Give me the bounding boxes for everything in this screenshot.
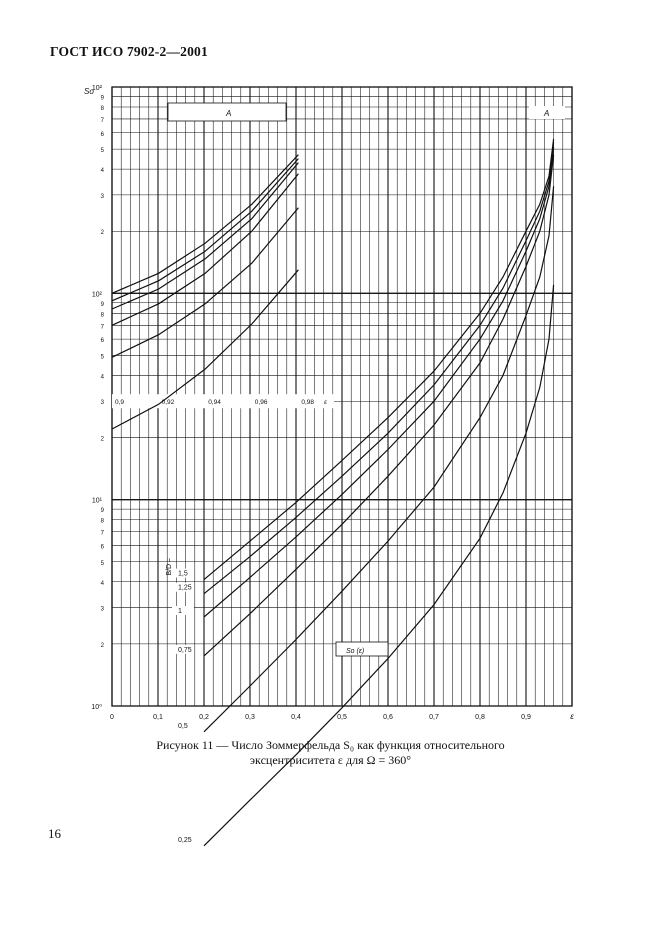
caption-line-1: Рисунок 11 — Число Зоммерфельда S₀ как функция относительного — [156, 738, 505, 752]
y-tick-label: 3 — [100, 193, 104, 200]
inset-tick-label: 0,96 — [254, 399, 268, 407]
curve-annotation: So (ε) — [346, 648, 365, 655]
x-tick-label: 0,6 — [383, 714, 393, 721]
y-tick-label: 4 — [100, 580, 104, 587]
x-tick-label: 0,5 — [337, 714, 347, 721]
x-tick-label: 0,1 — [153, 714, 163, 721]
y-tick-label: 8 — [100, 105, 104, 112]
y-decade-label: 10¹ — [91, 497, 102, 505]
curve-inset-1-25 — [112, 159, 298, 301]
inset-region — [112, 103, 334, 408]
y-tick-label: 3 — [100, 400, 104, 407]
series-label-1: 1 — [178, 607, 182, 615]
y-tick-label: 5 — [100, 148, 104, 155]
series-label-1-5: 1,5 — [178, 570, 188, 578]
y-decade-label: 10⁰ — [91, 704, 102, 711]
x-tick-label: 0,3 — [245, 714, 255, 721]
y-tick-label: 6 — [100, 544, 104, 551]
series-label-0-75: 0,75 — [178, 646, 192, 654]
x-axis-label: ε — [570, 712, 574, 721]
x-tick-label: 0,4 — [291, 714, 301, 721]
inset-label-A: A — [226, 109, 232, 118]
main-label-A: A — [544, 109, 550, 118]
y-tick-label: 7 — [100, 530, 104, 537]
y-tick-label: 4 — [100, 168, 104, 175]
inset-tick-label: ε — [324, 399, 327, 407]
x-tick-label: 0 — [110, 714, 114, 721]
inset-tick-label: 0,9 — [115, 399, 125, 407]
x-tick-label: 0,8 — [475, 714, 485, 721]
y-tick-label: 6 — [100, 338, 104, 345]
inset-tick-label: 0,94 — [208, 399, 221, 407]
y-tick-label: 3 — [100, 606, 104, 613]
document-header: ГОСТ ИСО 7902-2—2001 — [50, 44, 208, 59]
y-tick-label: 9 — [100, 301, 104, 308]
inset-tick-label: 0,98 — [301, 399, 315, 407]
x-tick-label: 0,9 — [521, 714, 531, 721]
y-tick-label: 5 — [100, 560, 104, 567]
y-tick-label: 7 — [100, 117, 104, 124]
series-label-1-25: 1,25 — [178, 584, 192, 592]
y-axis-label: So — [84, 87, 94, 96]
y-tick-label: 5 — [100, 354, 104, 361]
y-tick-label: 6 — [100, 131, 104, 138]
y-tick-label: 9 — [100, 508, 104, 515]
y-tick-label: 4 — [100, 374, 104, 381]
y-tick-label: 2 — [100, 642, 104, 649]
page-number: 16 — [48, 826, 61, 841]
y-tick-label: 8 — [100, 312, 104, 319]
figure-caption — [0, 738, 661, 768]
series-label-bg — [172, 606, 194, 615]
y-tick-label: 8 — [100, 518, 104, 525]
y-tick-label: 9 — [100, 95, 104, 102]
y-tick-label: 2 — [100, 436, 104, 443]
x-tick-label: 0,2 — [199, 714, 209, 721]
x-tick-label: 0,7 — [429, 714, 439, 721]
y-decade-label: 10² — [91, 291, 102, 299]
y-decade-label-top: 10² — [91, 85, 102, 92]
y-tick-label: 2 — [100, 230, 104, 237]
parameter-label: B/D = — [166, 557, 173, 576]
series-label-0-25: 0,25 — [178, 836, 192, 844]
inset-tick-label: 0,92 — [161, 399, 175, 407]
y-tick-label: 7 — [100, 324, 104, 331]
series-label-0-5: 0,5 — [178, 722, 188, 730]
curve-inset-0-5 — [112, 208, 298, 358]
caption-line-2: эксцентриситета ε для Ω = 360° — [249, 753, 412, 767]
